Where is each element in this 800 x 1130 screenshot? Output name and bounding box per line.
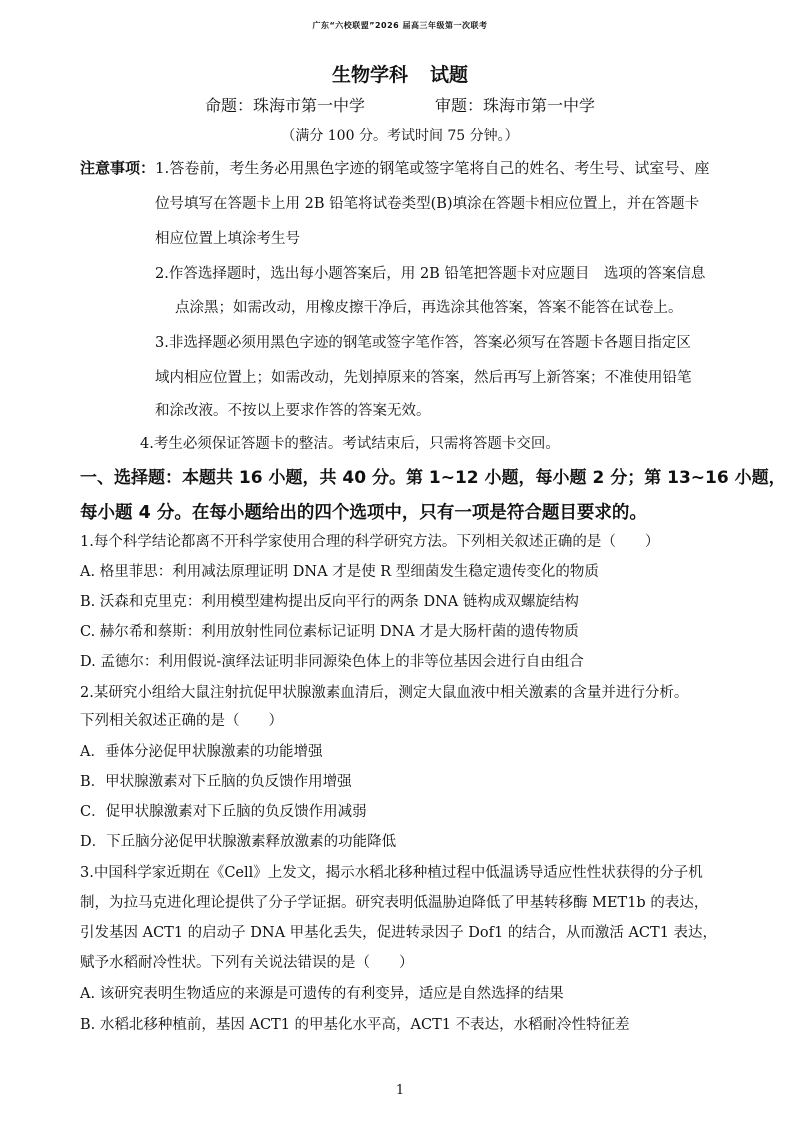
authors-line (0, 93, 800, 116)
notice-line-4: 2.作答选择题时，选出每小题答案后，用 2B 铅笔把答题卡对应题目 选项的答案信息 (155, 266, 706, 282)
question-1-option-d: D. 孟德尔：利用假说-演绎法证明非同源染色体上的非等位基因会进行自由组合 (80, 654, 584, 670)
paper-label: 试题 (430, 64, 469, 86)
reviewer-text: 审题：珠海市第一中学 (435, 96, 596, 115)
question-3-stem-line-4: 赋予水稻耐冷性状。下列有关说法错误的是（ ） (80, 955, 414, 971)
notice-line-7: 域内相应位置上；如需改动，先划掉原来的答案，然后再写上新答案；不准使用铅笔 (155, 370, 692, 386)
question-3-option-b: B. 水稻北移种植前，基因 ACT1 的甲基化水平高，ACT1 不表达，水稻耐冷性特征差 (80, 1017, 630, 1033)
exam-subtitle (0, 60, 800, 87)
section-heading-line-1: 一、选择题：本题共 16 小题，共 40 分。第 1~12 小题，每小题 2 分；第 13~16 小题， (80, 468, 786, 488)
page-number: 1 (395, 1083, 405, 1098)
question-2-option-d: D．下丘脑分泌促甲状腺激素释放激素的功能降低 (80, 834, 397, 850)
notice-text: 1.答卷前，考生务必用黑色字迹的钢笔或签字笔将自己的姓名、考生号、试室号、座 (155, 159, 710, 177)
exam-title: 广东“六校联盟”2026 届高三年级第一次联考 (312, 21, 488, 30)
notice-line-8: 和涂改液。不按以上要求作答的答案无效。 (155, 403, 431, 419)
question-1-option-b: B. 沃森和克里克：利用模型建构提出反向平行的两条 DNA 链构成双螺旋结构 (80, 594, 579, 610)
question-2-stem-line-1: 2.某研究小组给大鼠注射抗促甲状腺激素血清后，测定大鼠血液中相关激素的含量并进行分析。 (80, 685, 689, 701)
question-3-stem-line-1: 3.中国科学家近期在《Cell》上发文，揭示水稻北移种植过程中低温诱导适应性性状获得的分子机 (80, 865, 703, 881)
question-3-stem-line-2: 制，为拉马克进化理论提供了分子学证据。研究表明低温胁迫降低了甲基转移酶 MET1b 的表达， (80, 895, 709, 911)
question-2-option-c: C．促甲状腺激素对下丘脑的负反馈作用减弱 (80, 804, 367, 820)
notice-line-6: 3.非选择题必须用黑色字迹的钢笔或签字笔作答，答案必须写在答题卡各题目指定区 (155, 335, 691, 351)
notice-line-2: 位号填写在答题卡上用 2B 铅笔将试卷类型(B)填涂在答题卡相应位置上，并在答题卡 (155, 196, 700, 212)
question-1-stem: 1.每个科学结论都离不开科学家使用合理的科学研究方法。下列相关叙述正确的是（ ） (80, 534, 660, 550)
notice-label: 注意事项： (80, 159, 156, 177)
notice-line-9: 4.考生必须保证答题卡的整洁。考试结束后，只需将答题卡交回。 (140, 436, 560, 452)
question-2-stem-line-2: 下列相关叙述正确的是（ ） (80, 713, 283, 729)
section-heading-line-2: 每小题 4 分。在每小题给出的四个选项中，只有一项是符合题目要求的。 (80, 503, 647, 523)
question-3-option-a: A. 该研究表明生物适应的来源是可遗传的有利变异，适应是自然选择的结果 (80, 986, 564, 1002)
notice-line-1 (80, 158, 709, 178)
setter-text: 命题：珠海市第一中学 (204, 96, 365, 115)
question-1-option-c: C. 赫尔希和蔡斯：利用放射性同位素标记证明 DNA 才是大肠杆菌的遗传物质 (80, 624, 579, 640)
question-1-option-a: A. 格里菲思：利用减法原理证明 DNA 才是使 R 型细菌发生稳定遗传变化的物质 (80, 564, 599, 580)
question-2-option-b: B．甲状腺激素对下丘脑的负反馈作用增强 (80, 774, 352, 790)
score-time-note: （满分 100 分。考试时间 75 分钟。） (281, 128, 519, 144)
question-2-option-a: A．垂体分泌促甲状腺激素的功能增强 (80, 744, 323, 760)
question-3-stem-line-3: 引发基因 ACT1 的启动子 DNA 甲基化丢失，促进转录因子 Dof1 的结合，从而激活 ACT1 表达， (80, 925, 718, 941)
notice-line-5: 点涂黑；如需改动，用橡皮擦干净后，再选涂其他答案，答案不能答在试卷上。 (175, 300, 683, 316)
notice-line-3: 相应位置上填涂考生号 (155, 231, 300, 247)
subject-label: 生物学科 (331, 64, 408, 86)
